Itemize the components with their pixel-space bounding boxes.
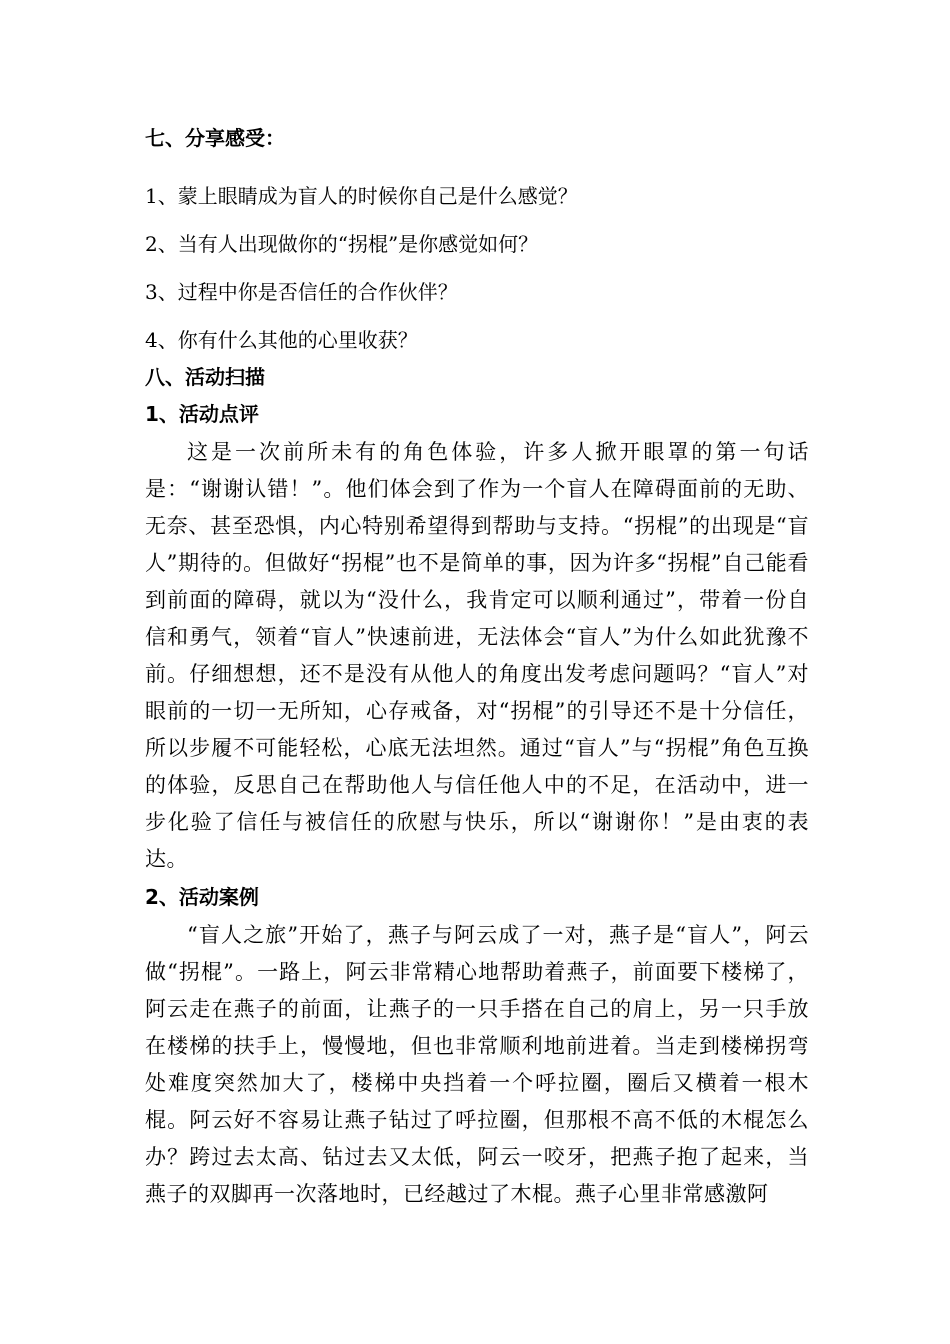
section-7-heading: 七、分享感受：: [145, 126, 285, 150]
section-8-heading: 八、活动扫描: [145, 365, 265, 389]
question-4: 4、你有什么其他的心里收获？: [145, 328, 418, 352]
activity-review-paragraph: 这是一次前所未有的角色体验，许多人掀开眼罩的第一句话是：“谢谢认错！”。他们体会到了作为一个盲人在障碍面前的无助、无奈、甚至恐惧，内心特别希望得到帮助与支持。“拐棍”的出现是“盲人”期待的。但做好“拐棍”也不是简单的事，因为许多“拐棍”自己能看到前面的障碍，就以为“没什么，我肯定可以顺利通过”，带着一份自信和勇气，领着“盲人”快速前进，无法体会“盲人”为什么如此犹豫不前。仔细想想，还不是没有从他人的角度出发考虑问题吗？“盲人”对眼前的一切一无所知，心存戒备，对“拐棍”的引导还不是十分信任，所以步履不可能轻松，心底无法坦然。通过“盲人”与“拐棍”角色互换的体验，反思自己在帮助他人与信任他人中的不足，在活动中，进一步化验了信任与被信任的欣慰与快乐，所以“谢谢你！”是由衷的表达。: [145, 440, 809, 871]
activity-case-heading: 2、活动案例: [145, 885, 259, 909]
activity-review-heading: 1、活动点评: [145, 402, 259, 426]
question-2: 2、当有人出现做你的“拐棍”是你感觉如何？: [145, 232, 539, 256]
question-3: 3、过程中你是否信任的合作伙伴？: [145, 280, 458, 304]
activity-case-paragraph: “盲人之旅”开始了，燕子与阿云成了一对，燕子是“盲人”，阿云做“拐棍”。一路上，阿云非常精心地帮助着燕子，前面要下楼梯了，阿云走在燕子的前面，让燕子的一只手搭在自己的肩上，另一只手放在楼梯的扶手上，慢慢地，但也非常顺利地前进着。当走到楼梯拐弯处难度突然加大了，楼梯中央挡着一个呼拉圈，圈后又横着一根木棍。阿云好不容易让燕子钻过了呼拉圈，但那根不高不低的木棍怎么办？跨过去太高、钻过去又太低，阿云一咬牙，把燕子抱了起来，当燕子的双脚再一次落地时，已经越过了木棍。燕子心里非常感激阿: [145, 923, 809, 1206]
question-1: 1、蒙上眼睛成为盲人的时候你自己是什么感觉？: [145, 184, 578, 208]
